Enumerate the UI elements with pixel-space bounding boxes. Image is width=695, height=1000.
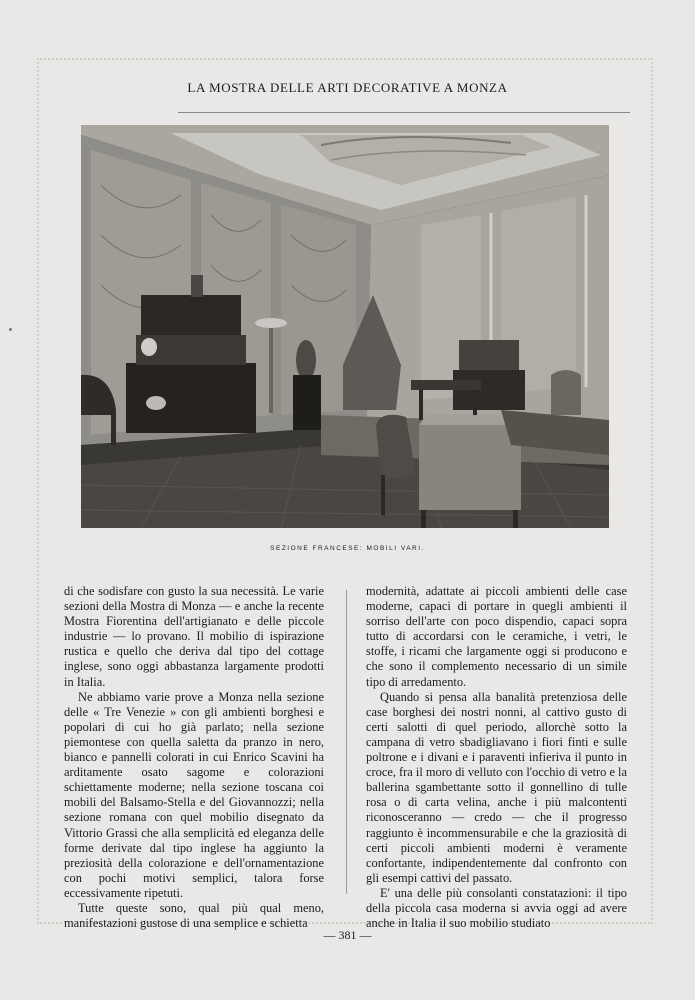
right-text-column <box>366 584 627 931</box>
header-rule <box>178 112 630 113</box>
paragraph: modernità, adattate ai piccoli ambienti delle case moderne, capaci di portare in quegli ambienti il sorriso dell'arte con poco dispendio, capaci sopra tutto di accordarsi con le ceramiche, i vetri, le stoffe, i ricami che largamente oggi si producono e che sono il complemento necessario di un simile tipo di arredamento. <box>366 584 627 689</box>
running-header: LA MOSTRA DELLE ARTI DECORATIVE A MONZA <box>187 80 508 95</box>
page-number: — 381 — <box>323 928 372 942</box>
column-divider <box>346 590 347 894</box>
paragraph: Tutte queste sono, qual più qual meno, manifestazioni gustose di una semplice e schietta <box>64 900 324 931</box>
paragraph: di che sodisfare con gusto la sua necessità. Le varie sezioni della Mostra di Monza — e anche la recente Mostra Fiorentina dell'artigianato e delle piccole industrie — lo provano. Il mobilio di ispirazione rustica e quello che deriva dal tipo del cottage inglese, sono oggi abbastanza largamente prodotti in Italia. <box>64 584 324 689</box>
paragraph: Ne abbiamo varie prove a Monza nella sezione delle « Tre Venezie » con gli ambienti borghesi e popolari di cui ho già parlato; nella sezione piemontese con quella saletta da pranzo in nero, bianco e pannelli colorati in cui Enrico Scavini ha arditamente osato sagome e colorazioni schiettamente moderne; nella sezione toscana coi mobili del Balsamo-Stella e del Giovannozzi; nella sezione romana con quel mobilio disegnato da Vittorio Grassi che alla semplicità ed eleganza delle forme derivate dal tipo inglese ha aggiunto la preziosità della colorazione e dell'ornamentazione con pochi motivi semplici, talora forse eccessivamente ripetuti. <box>64 689 324 900</box>
figure-caption: SEZIONE FRANCESE: MOBILI VARI. <box>270 545 425 552</box>
paragraph: E' una delle più consolanti constatazioni: il tipo della piccola casa moderna si avvia oggi ad avere anche in Italia il suo mobilio studiato <box>366 885 627 931</box>
margin-speck <box>9 328 12 331</box>
paragraph: Quando si pensa alla banalità pretenziosa delle case borghesi dei nostri nonni, al cattivo gusto di certi salotti di quel periodo, allorchè sotto la campana di vetro sbadigliavano i fiori finti e sulle poltrone e i divani e i paraventi infieriva il punto in croce, fra il moro di velluto con l'occhio di vetro e la ballerina sgambettante sotto il gonnellino di tulle rosa o di carta velina, anche i più malcontenti riconosceranno — credo — che il progresso raggiunto è incommensurabile e che la graziosità di certi piccoli ambienti moderni è veramente confortante, indipendentemente dal confronto con gli esempi cattivi del passato. <box>366 689 627 885</box>
left-text-column <box>64 584 324 931</box>
room-photograph <box>81 125 609 528</box>
